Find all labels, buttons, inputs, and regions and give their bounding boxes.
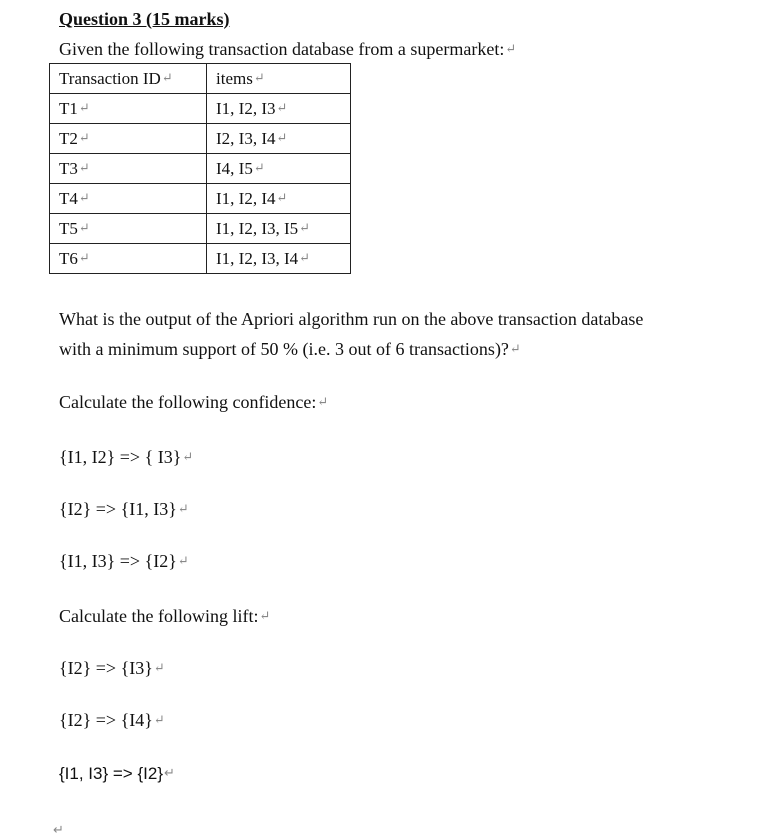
intro-text: Given the following transaction database from a supermarket:↵ bbox=[59, 39, 517, 59]
apriori-question-line-1: What is the output of the Apriori algorithm run on the above transaction database bbox=[59, 309, 644, 329]
items-cell: I1, I2, I3, I4↵ bbox=[207, 244, 351, 274]
paragraph-mark: ↵ bbox=[53, 822, 64, 837]
items-cell: I1, I2, I3↵ bbox=[207, 94, 351, 124]
table-row bbox=[50, 214, 351, 244]
transaction-id-cell: T5↵ bbox=[50, 214, 207, 244]
confidence-rule: {I2} => {I1, I3}↵ bbox=[59, 499, 189, 519]
transaction-id-cell: T1↵ bbox=[50, 94, 207, 124]
lift-heading: Calculate the following lift:↵ bbox=[59, 606, 271, 626]
confidence-rule: {I1, I3} => {I2}↵ bbox=[59, 551, 189, 571]
lift-rule: {I1, I3} => {I2}↵ bbox=[59, 764, 175, 783]
confidence-heading: Calculate the following confidence:↵ bbox=[59, 392, 329, 412]
lift-rule: {I2} => {I3}↵ bbox=[59, 658, 165, 678]
table-row bbox=[50, 154, 351, 184]
items-cell: I4, I5↵ bbox=[207, 154, 351, 184]
apriori-question-line-2: with a minimum support of 50 % (i.e. 3 out of 6 transactions)?↵ bbox=[59, 339, 521, 359]
items-cell: I1, I2, I3, I5↵ bbox=[207, 214, 351, 244]
table-row bbox=[50, 184, 351, 214]
table-row bbox=[50, 244, 351, 274]
transaction-id-cell: T3↵ bbox=[50, 154, 207, 184]
items-cell: I1, I2, I4↵ bbox=[207, 184, 351, 214]
table-row bbox=[50, 94, 351, 124]
transaction-id-cell: T4↵ bbox=[50, 184, 207, 214]
header-items: items↵ bbox=[207, 64, 351, 94]
transaction-id-cell: T2↵ bbox=[50, 124, 207, 154]
items-cell: I2, I3, I4↵ bbox=[207, 124, 351, 154]
question-title: Question 3 (15 marks) bbox=[59, 9, 230, 29]
table-row bbox=[50, 124, 351, 154]
confidence-rule: {I1, I2} => { I3}↵ bbox=[59, 447, 194, 467]
table-header-row bbox=[50, 64, 351, 94]
header-transaction-id: Transaction ID↵ bbox=[50, 64, 207, 94]
transaction-id-cell: T6↵ bbox=[50, 244, 207, 274]
lift-rule: {I2} => {I4}↵ bbox=[59, 710, 165, 730]
transaction-table bbox=[49, 63, 351, 274]
